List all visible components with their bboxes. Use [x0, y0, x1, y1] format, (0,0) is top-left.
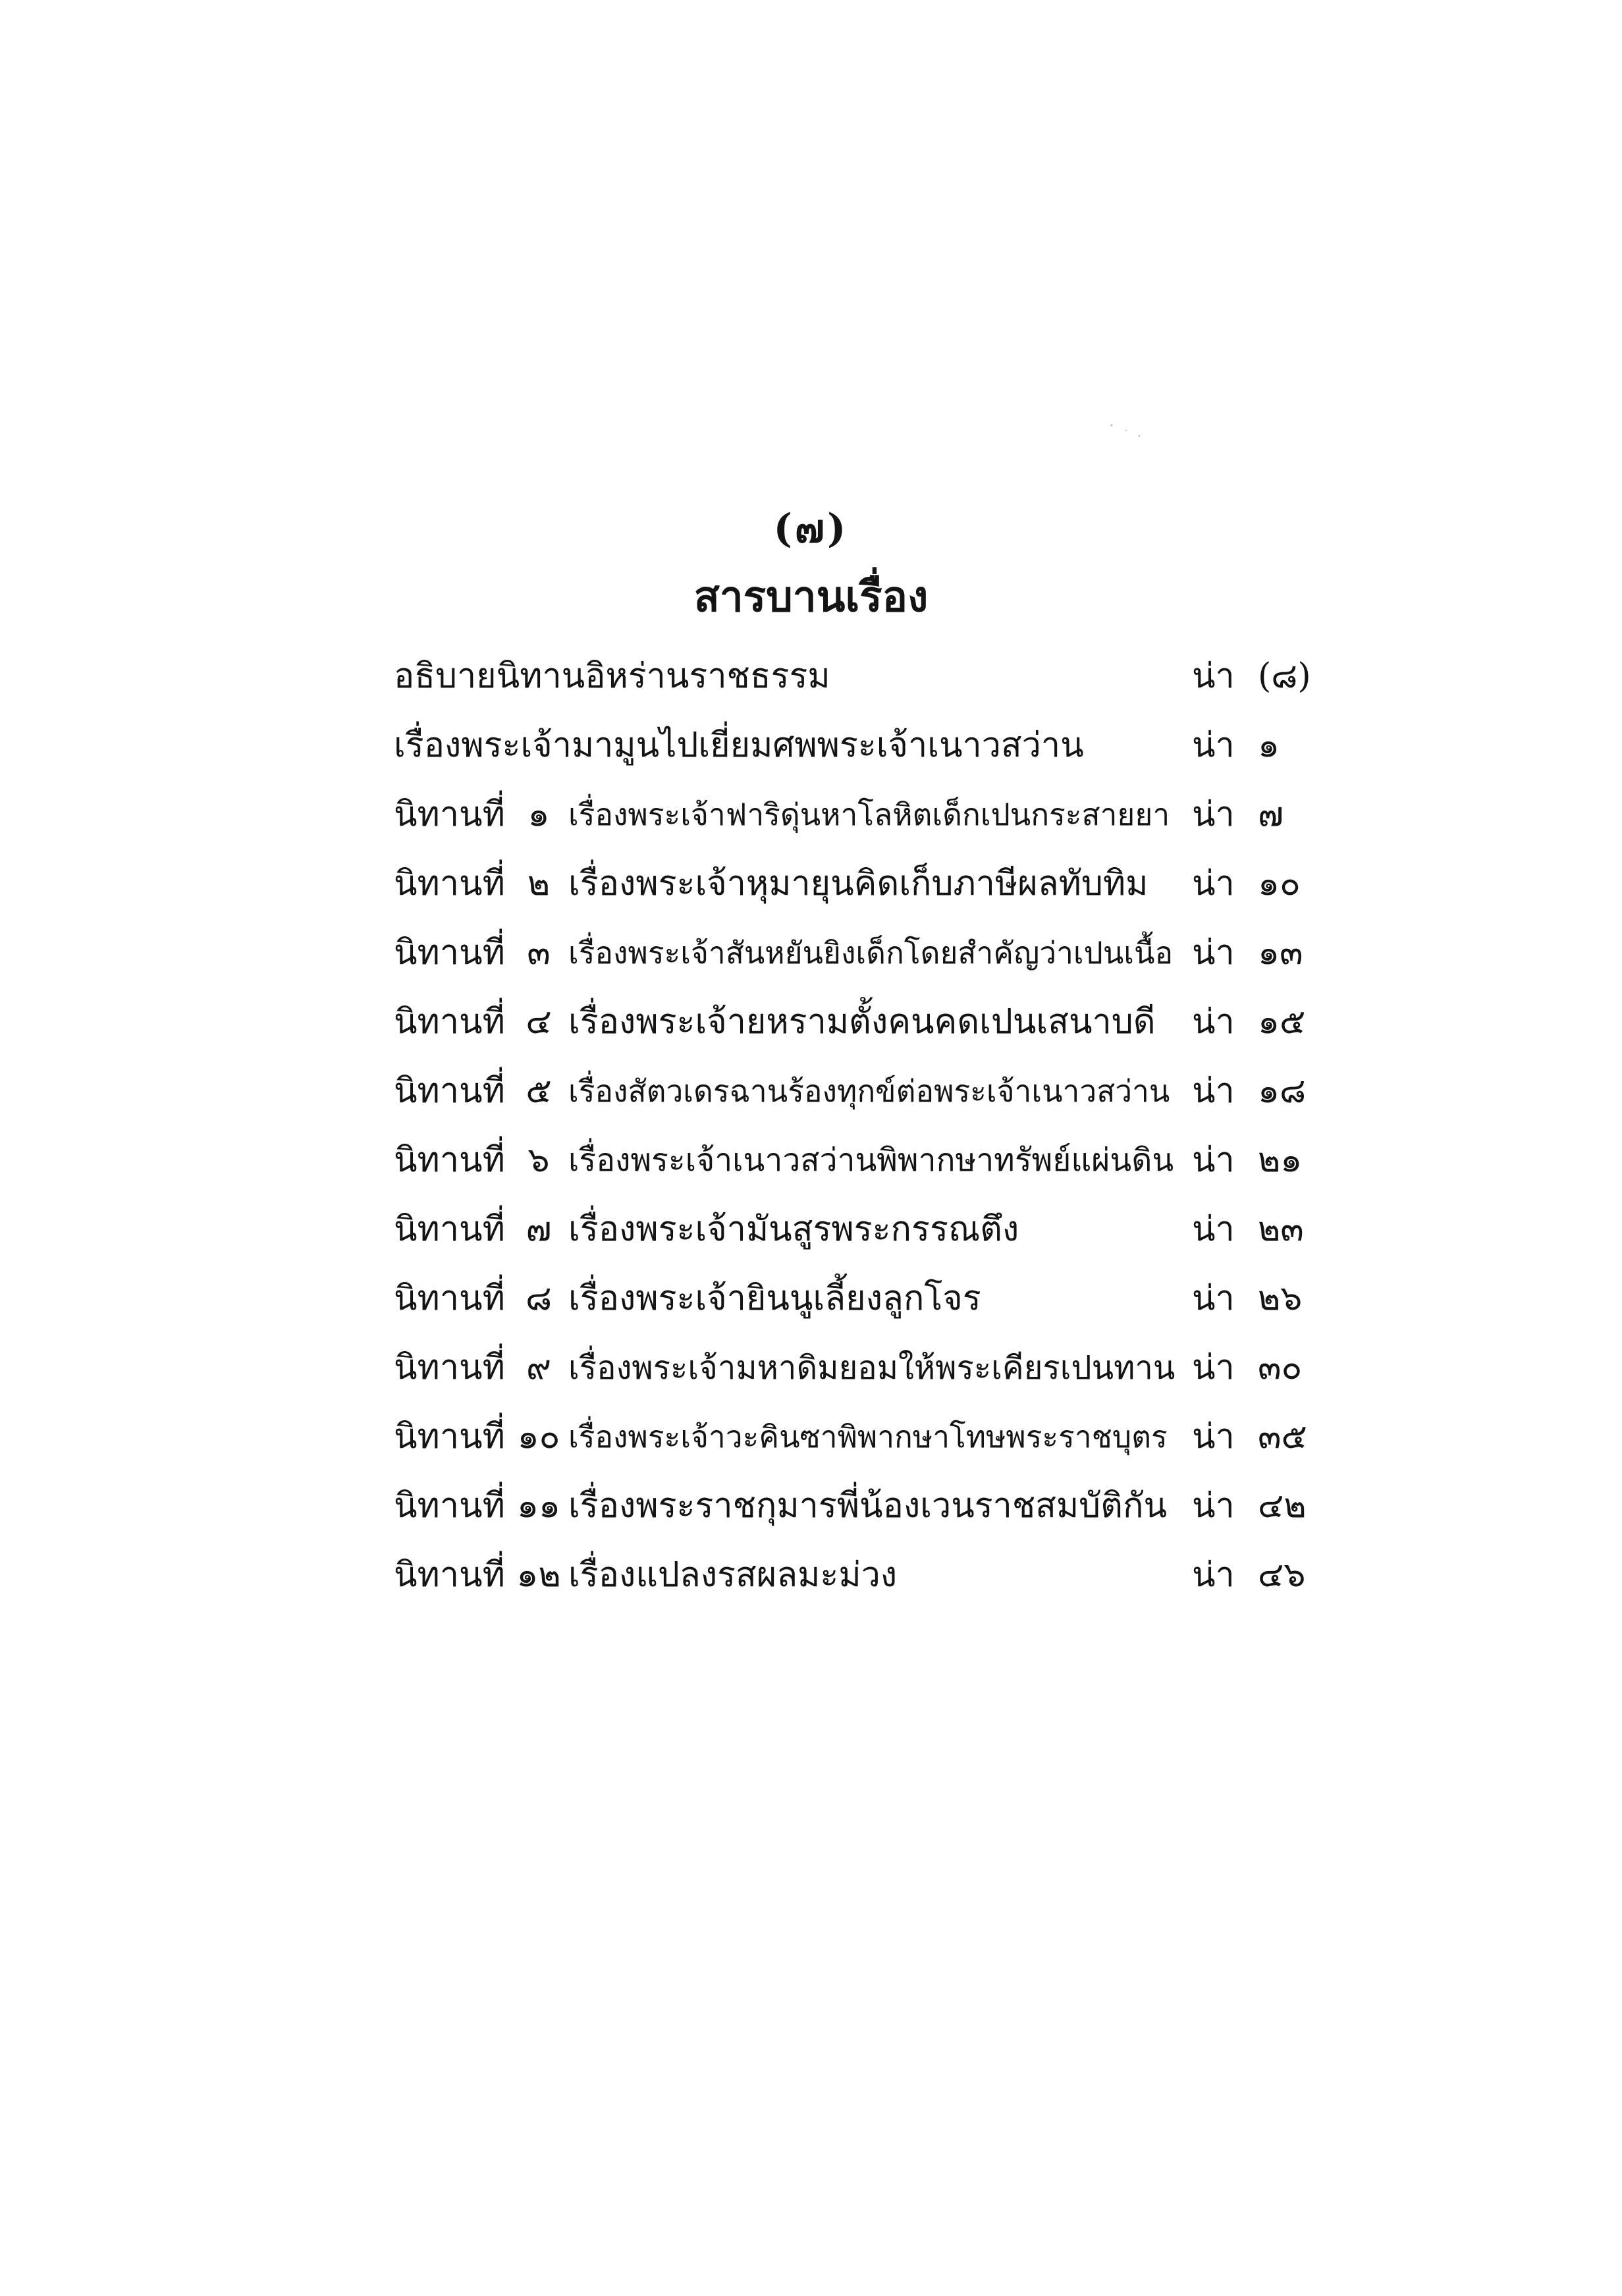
toc-entry-title: เรื่องพระเจ้ามามูนไปเยี่ยมศพพระเจ้าเนาวสว่าน [394, 726, 1084, 765]
toc-entry-page: ๒๑ [1258, 1140, 1303, 1180]
toc-entry-page: ๑๕ [1258, 1002, 1306, 1042]
tale-label: นิทานที่ [394, 795, 505, 834]
page-abbreviation: น่า [1192, 1002, 1235, 1042]
toc-entry-prologue [394, 711, 1316, 780]
toc-entry-title: เรื่องพระเจ้าหุมายุนคิดเก็บภาษีผลทับทิม [568, 864, 1149, 903]
table-of-contents [394, 642, 1316, 1610]
toc-entry-title: เรื่องพระเจ้ายินนูเลี้ยงลูกโจร [568, 1279, 981, 1318]
toc-entry-tale-8 [394, 1264, 1316, 1333]
toc-entry-title: เรื่องพระเจ้าสันหยันยิงเด็กโดยสำคัญว่าเปนเนื้อ [568, 935, 1174, 971]
toc-entry-tale-1 [394, 780, 1316, 849]
toc-entry-page: ๑๘ [1258, 1071, 1307, 1111]
table-of-contents-heading: สารบานเรื่อง [693, 572, 929, 622]
toc-entry-title: เรื่องพระเจ้าเนาวสว่านพิพากษาทรัพย์แผ่นดิน [568, 1142, 1174, 1179]
toc-entry-tale-4 [394, 988, 1316, 1057]
toc-entry-preface [394, 642, 1316, 711]
page-abbreviation: น่า [1192, 1348, 1235, 1387]
tale-number: ๓ [527, 933, 551, 973]
tale-label: นิทานที่ [394, 1555, 505, 1595]
toc-entry-title: เรื่องพระเจ้ามันสูรพระกรรณตึง [568, 1210, 1019, 1249]
page-abbreviation: น่า [1192, 864, 1235, 903]
toc-entry-page: ๑๐ [1258, 864, 1301, 903]
tale-label: นิทานที่ [394, 1210, 505, 1249]
tale-label: นิทานที่ [394, 1486, 505, 1526]
page-abbreviation: น่า [1192, 1486, 1235, 1526]
tale-label: นิทานที่ [394, 1417, 505, 1456]
tale-number: ๑๒ [516, 1555, 561, 1595]
tale-number: ๔ [526, 1002, 552, 1042]
toc-entry-page: ๑ [1258, 726, 1280, 765]
toc-entry-title: เรื่องสัตวเดรฉานร้องทุกข์ต่อพระเจ้าเนาวสว่าน [568, 1073, 1170, 1109]
tale-label: นิทานที่ [394, 1002, 505, 1042]
tale-number: ๑ [527, 795, 550, 834]
toc-entry-title: เรื่องแปลงรสผลมะม่วง [568, 1555, 898, 1595]
toc-entry-page: ๑๓ [1258, 933, 1303, 973]
page-abbreviation: น่า [1192, 933, 1235, 973]
roman-page-number: (๗) [773, 506, 849, 552]
toc-entry-title: เรื่องพระเจ้าฟาริดุ่นหาโลหิตเด็กเปนกระสายยา [568, 797, 1170, 832]
toc-entry-page: ๔๒ [1258, 1486, 1307, 1526]
toc-entry-tale-9 [394, 1333, 1316, 1402]
toc-entry-title: เรื่องพระเจ้าวะคินซาพิพากษาโทษพระราชบุตร [568, 1419, 1168, 1455]
tale-number: ๖ [527, 1140, 550, 1180]
scan-speck-marks [1106, 421, 1146, 441]
toc-entry-title: อธิบายนิทานอิหร่านราชธรรม [394, 656, 830, 696]
toc-entry-title: เรื่องพระราชกุมารพี่น้องเวนราชสมบัติกัน [568, 1486, 1167, 1526]
tale-label: นิทานที่ [394, 1071, 505, 1111]
tale-label: นิทานที่ [394, 864, 505, 903]
toc-entry-page: ๒๓ [1258, 1210, 1304, 1249]
toc-entry-tale-6 [394, 1126, 1316, 1195]
tale-number: ๗ [526, 1210, 552, 1249]
tale-label: นิทานที่ [394, 1140, 505, 1180]
toc-entry-tale-11 [394, 1472, 1316, 1541]
page-abbreviation: น่า [1192, 1279, 1235, 1318]
tale-label: นิทานที่ [394, 1348, 505, 1387]
toc-entry-tale-5 [394, 1057, 1316, 1126]
page-abbreviation: น่า [1192, 726, 1235, 765]
tale-label: นิทานที่ [394, 1279, 505, 1318]
toc-entry-tale-7 [394, 1195, 1316, 1264]
tale-number: ๕ [526, 1071, 552, 1111]
tale-number: ๑๐ [517, 1417, 560, 1456]
toc-entry-page: (๘) [1258, 656, 1311, 696]
toc-entry-page: ๓๐ [1258, 1348, 1303, 1387]
toc-entry-page: ๓๕ [1258, 1417, 1307, 1456]
page-abbreviation: น่า [1192, 1071, 1235, 1111]
tale-number: ๘ [525, 1279, 553, 1318]
toc-entry-title: เรื่องพระเจ้ายหรามตั้งคนคดเปนเสนาบดี [568, 1002, 1156, 1042]
toc-entry-page: ๔๖ [1258, 1555, 1306, 1595]
page-abbreviation: น่า [1192, 1555, 1235, 1595]
toc-entry-tale-2 [394, 849, 1316, 919]
toc-entry-tale-10 [394, 1402, 1316, 1472]
page-abbreviation: น่า [1192, 1140, 1235, 1180]
toc-entry-page: ๒๖ [1258, 1279, 1303, 1318]
toc-entry-title: เรื่องพระเจ้ามหาดิมยอมให้พระเคียรเปนทาน [568, 1349, 1176, 1387]
page-abbreviation: น่า [1192, 1210, 1235, 1249]
toc-entry-tale-3 [394, 919, 1316, 988]
tale-number: ๙ [526, 1348, 552, 1387]
page-abbreviation: น่า [1192, 795, 1235, 834]
page-abbreviation: น่า [1192, 1417, 1235, 1456]
tale-number: ๑๑ [516, 1486, 560, 1526]
page-abbreviation: น่า [1192, 656, 1235, 696]
tale-label: นิทานที่ [394, 933, 505, 973]
tale-number: ๒ [527, 864, 551, 903]
toc-entry-tale-12 [394, 1541, 1316, 1610]
toc-entry-page: ๗ [1258, 795, 1284, 834]
